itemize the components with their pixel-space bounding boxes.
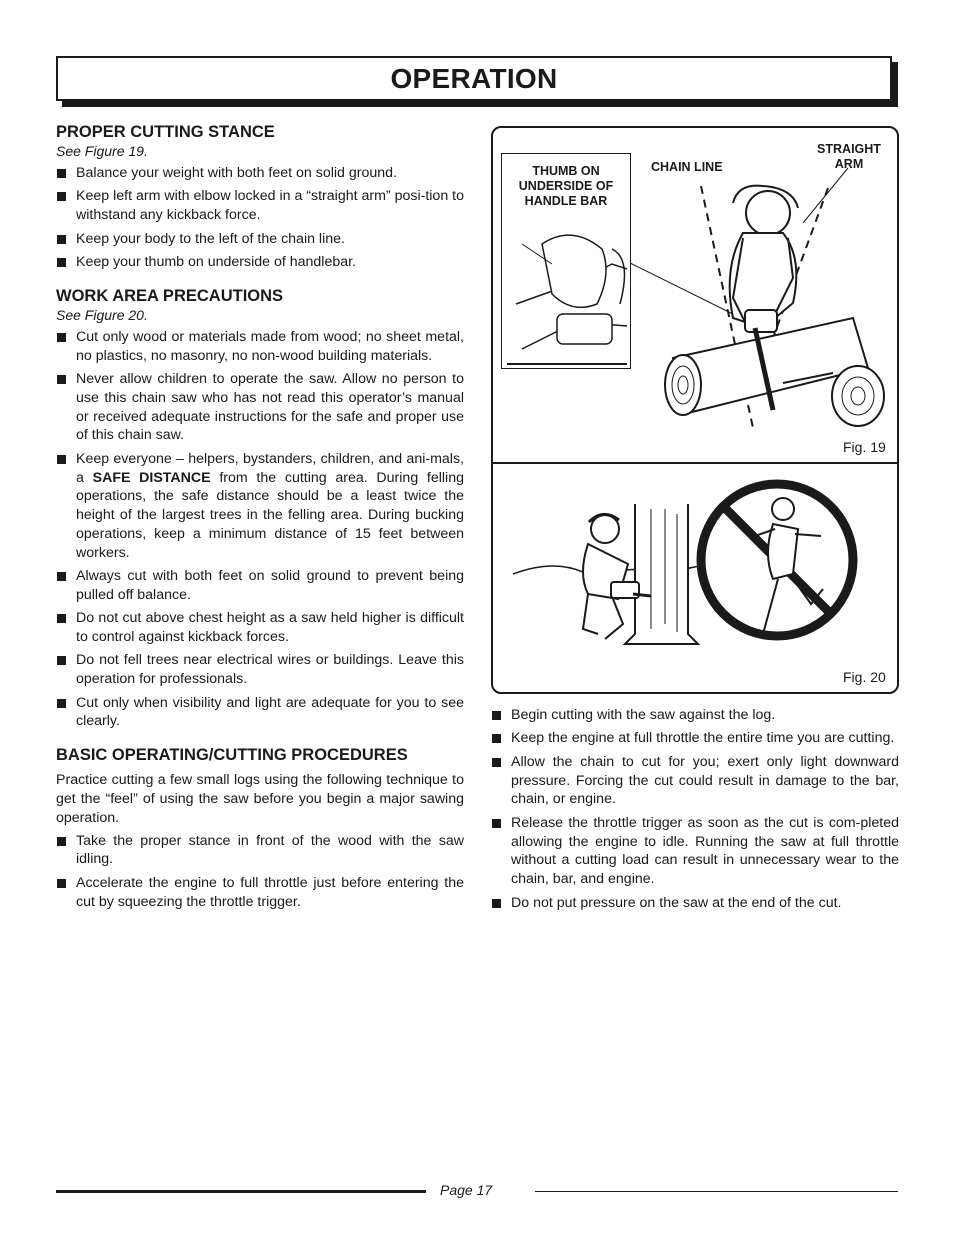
figure-19-label: Fig. 19 [843, 439, 886, 455]
list-item: Accelerate the engine to full throttle just before entering the cut by squeezing the throttle trigger. [56, 874, 464, 912]
footer-rule-left [56, 1190, 426, 1193]
list-item: Balance your weight with both feet on solid ground. [56, 164, 464, 183]
list-item: Release the throttle trigger as soon as the cut is com-pleted allowing the engine to idle. Running the saw at full throttle without a cutting load can result in unnecessary wear to the chain, bar, and engine. [491, 814, 899, 889]
list-item: Never allow children to operate the saw. Allow no person to use this chain saw who has not read this operator’s manual or received adequate instructions for the safe and proper use of this chain saw. [56, 370, 464, 445]
bullet-list [56, 328, 464, 732]
text-run: from the cutting area. During felling operations, the safe distance should be a least twice the height of the largest trees in the felling area. During bucking operations, keep a minimum distance of 15 feet between workers. [76, 469, 464, 561]
callout-chain-line: CHAIN LINE [651, 160, 723, 174]
list-item [56, 450, 464, 563]
list-item: Do not cut above chest height as a saw held higher is difficult to control against kickback forces. [56, 609, 464, 647]
figure-20-label: Fig. 20 [843, 669, 886, 685]
header-banner [56, 56, 892, 101]
section-heading: PROPER CUTTING STANCE [56, 123, 275, 141]
list-item: Always cut with both feet on solid ground to prevent being pulled off balance. [56, 567, 464, 605]
list-item: Keep your thumb on underside of handlebar. [56, 253, 464, 272]
intro-paragraph: Practice cutting a few small logs using the following technique to get the “feel” of using the saw before you begin a major sawing operation. [56, 772, 464, 826]
figure-reference: See Figure 20. [56, 306, 148, 323]
bullet-list [491, 706, 899, 912]
section-cutting-stance [56, 122, 464, 272]
callout-straight-arm: STRAIGHT ARM [817, 142, 881, 171]
list-item: Allow the chain to cut for you; exert only light downward pressure. Forcing the cut could result in damage to the bar, chain, or engine. [491, 753, 899, 809]
list-item: Keep the engine at full throttle the entire time you are cutting. [491, 729, 899, 748]
page-number: Page 17 [440, 1182, 493, 1198]
page-title: OPERATION [390, 62, 558, 94]
footer-rule-right [535, 1191, 898, 1192]
figure-panel [491, 126, 899, 694]
list-item: Begin cutting with the saw against the log. [491, 706, 899, 725]
bullet-list [56, 832, 464, 912]
list-item: Keep left arm with elbow locked in a “straight arm” posi-tion to withstand any kickback force. [56, 187, 464, 225]
section-heading: WORK AREA PRECAUTIONS [56, 286, 284, 305]
figure-reference: See Figure 19. [56, 143, 148, 159]
left-column [56, 122, 464, 925]
section-heading: BASIC OPERATING/CUTTING PROCEDURES [56, 746, 408, 765]
list-item: Do not put pressure on the saw at the end of the cut. [491, 894, 899, 913]
right-column [491, 706, 899, 917]
text-run: Keep everyone – helpers, bystanders, children, and ani-mals, a [76, 450, 464, 486]
list-item: Cut only wood or materials made from wood; no sheet metal, no plastics, no masonry, no non-wood building materials. [56, 328, 464, 366]
list-item: Take the proper stance in front of the wood with the saw idling. [56, 832, 464, 870]
section-basic-procedures [56, 745, 464, 911]
list-item: Do not fell trees near electrical wires or buildings. Leave this operation for professionals. [56, 651, 464, 689]
work-area-illustration [493, 464, 897, 692]
list-item: Cut only when visibility and light are adequate for you to see clearly. [56, 694, 464, 732]
callout-thumb: THUMB ON UNDERSIDE OF HANDLE BAR [518, 164, 614, 208]
section-work-area [56, 286, 464, 732]
emphasis-safe-distance: SAFE DISTANCE [92, 469, 211, 486]
cutting-stance-illustration [493, 128, 897, 462]
bullet-list [56, 164, 464, 272]
list-item: Keep your body to the left of the chain line. [56, 230, 464, 249]
